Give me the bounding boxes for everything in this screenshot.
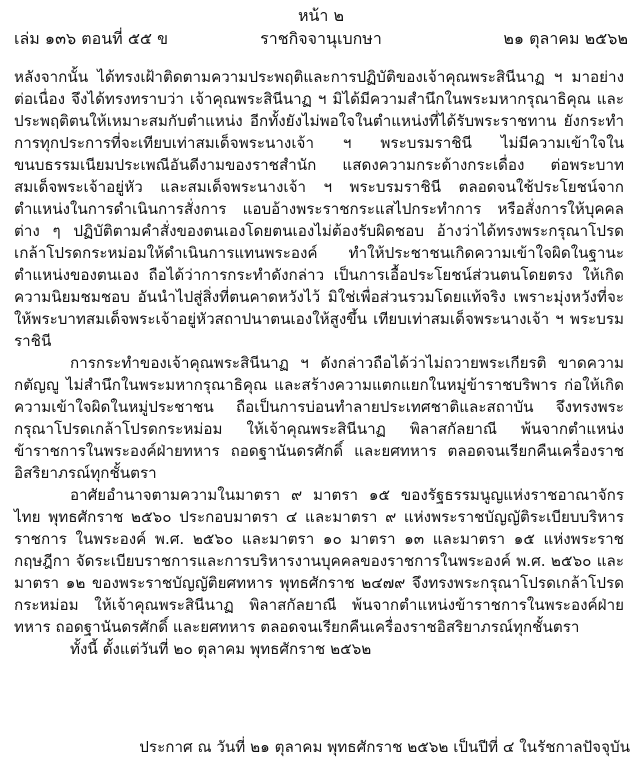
paragraph-4: ทั้งนี้ ตั้งแต่วันที่ ๒๐ ตุลาคม พุทธศักราช ๒๕๖๒ — [70, 640, 372, 658]
gazette-header — [14, 28, 628, 50]
paragraph-1: หลังจากนั้น ได้ทรงเฝ้าติดตามความประพฤติและการปฏิบัติของเจ้าคุณพระสินีนาฏ ฯ มาอย่างต่อเนื่อง จึงได้ทรงทราบว่า เจ้าคุณพระสินีนาฏ ฯ มิได้มีความสำนึกในพระมหากรุณาธิคุณ และประพฤติตนให้เหมาะสมกับตำแหน่ง อีกทั้งยังไม่พอใจในตำแหน่งที่ได้รับพระราชทาน ยังกระทำการทุกประการที่จะเทียบเท่าสมเด็จพระนางเจ้า ฯ พระบรมราชินี ไม่มีความเข้าใจในขนบธรรมเนียมประเพณีอันดีงามของราชสำนัก แสดงความกระด้างกระเดื่อง ต่อพระบาทสมเด็จพระเจ้าอยู่หัว และสมเด็จพระนางเจ้า ฯ พระบรมราชินี ตลอดจนใช้ประโยชน์จากตำแหน่งในการดำเนินการสั่งการ แอบอ้างพระราชกระแสไปกระทำการ หรือสั่งการให้บุคคลต่าง ๆ ปฏิบัติตามคำสั่งของตนเองโดยตนเองไม่ต้องรับผิดชอบ อ้างว่าได้ทรงพระกรุณาโปรดเกล้าโปรดกระหม่อมให้ดำเนินการแทนพระองค์ ทำให้ประชาชนเกิดความเข้าใจผิดในฐานะตำแหน่งของตนเอง ถือได้ว่าการกระทำดังกล่าว เป็นการเอื้อประโยชน์ส่วนตนโดยตรง ให้เกิดความนิยมชมชอบ อันนำไปสู่สิ่งที่ตนคาดหวังไว้ มิใช่เพื่อส่วนรวมโดยแท้จริง เพราะมุ่งหวังที่จะให้พระบาทสมเด็จพระเจ้าอยู่หัวสถาปนาตนเองให้สูงขึ้น เทียบเท่าสมเด็จพระนางเจ้า ฯ พระบรมราชินี — [14, 68, 624, 350]
paragraph-3: อาศัยอำนาจตามความในมาตรา ๙ มาตรา ๑๕ ของรัฐธรรมนูญแห่งราชอาณาจักรไทย พุทธศักราช ๒๕๖๐ ประกอบมาตรา ๔ และมาตรา ๙ แห่งพระราชบัญญัติระเบียบบริหารราชการ ในพระองค์ พ.ศ. ๒๕๖๐ และมาตรา ๑๐ มาตรา ๑๓ และมาตรา ๑๕ แห่งพระราชกฤษฎีกา จัดระเบียบราชการและการบริหารงานบุคคลของราชการในพระองค์ พ.ศ. ๒๕๖๐ และมาตรา ๑๒ ของพระราชบัญญัติยศทหาร พุทธศักราช ๒๔๗๙ จึงทรงพระกรุณาโปรดเกล้าโปรดกระหม่อม ให้เจ้าคุณพระสินีนาฏ พิลาสกัลยาณี พ้นจากตำแหน่งข้าราชการในพระองค์ฝ่ายทหาร ถอดฐานันดรศักดิ์ และยศทหาร ตลอดจนเรียกคืนเครื่องราชอิสริยาภรณ์ทุกชั้นตรา — [14, 486, 624, 636]
publication-date: ๒๑ ตุลาคม ๒๕๖๒ — [503, 29, 628, 48]
announcement-date-line: ประกาศ ณ วันที่ ๒๑ ตุลาคม พุทธศักราช ๒๕๖๒ เป็นปีที่ ๔ ในรัชกาลปัจจุบัน — [139, 738, 630, 756]
gazette-name: ราชกิจจานุเบกษา — [260, 29, 382, 48]
paragraph-2: การกระทำของเจ้าคุณพระสินีนาฏ ฯ ดังกล่าวถือได้ว่าไม่ถวายพระเกียรติ ขาดความกตัญญู ไม่สำนึกในพระมหากรุณาธิคุณ และสร้างความแตกแยกในหมู่ข้าราชบริพาร ก่อให้เกิดความเข้าใจผิดในหมู่ประชาชน ถือเป็นการบ่อนทำลายประเทศชาติและสถาบัน จึงทรงพระกรุณาโปรดเกล้าโปรดกระหม่อม ให้เจ้าคุณพระสินีนาฏ พิลาสกัลยาณี พ้นจากตำแหน่งข้าราชการในพระองค์ฝ่ายทหาร ถอดฐานันดรศักดิ์ และยศทหาร ตลอดจนเรียกคืนเครื่องราชอิสริยาภรณ์ทุกชั้นตรา — [14, 354, 624, 482]
volume-issue: เล่ม ๑๓๖ ตอนที่ ๕๕ ข — [14, 29, 169, 48]
page-number: หน้า ๒ — [297, 6, 345, 25]
announcement-body — [14, 66, 624, 660]
